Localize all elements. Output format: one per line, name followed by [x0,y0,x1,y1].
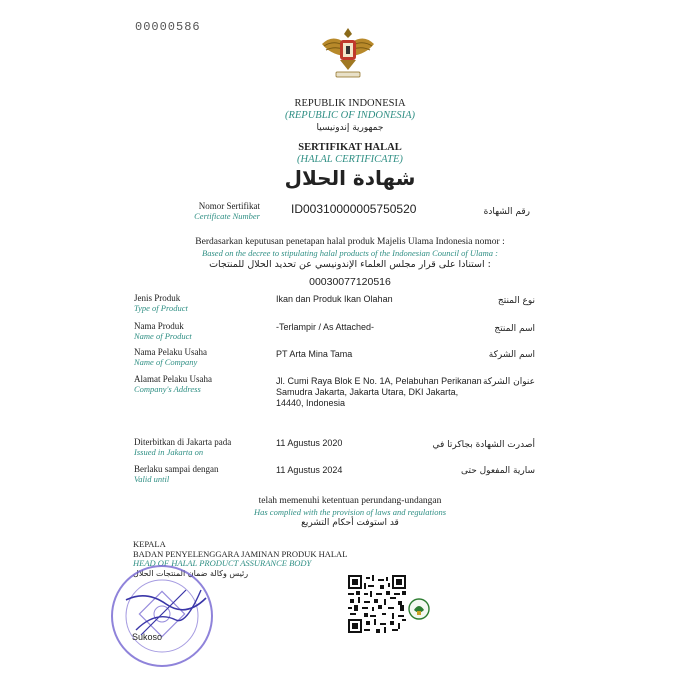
decree-text-ar: استنادا على قرار مجلس العلماء الإندونيسي عن تحديد الحلال للمنتجات : [209,259,491,270]
field-label-ar: نوع المنتج [497,296,535,306]
field-label-ar: عنوان الشركة [482,377,535,387]
compliance-text-ar: قد استوفت أحكام التشريع [301,518,399,528]
field-label-en: Name of Product [134,331,192,341]
halal-logo-icon [408,598,430,620]
signatory-agency-ar: رئيس وكالة ضمان المنتجات الحلال [133,568,249,578]
compliance-text-en: Has complied with the provision of laws and regulations [253,507,447,517]
certificate-number-label-en: Certificate Number [194,211,260,221]
compliance-text [0,496,700,529]
field-value-company: PT Arta Mina Tama [276,349,353,359]
field-label-en: Name of Company [134,357,198,367]
certificate-number-label [180,201,260,221]
country-name-ar: جمهورية إندونيسيا [316,123,384,133]
title-ar: شهادة الحلال [284,166,416,190]
country-name-id: REPUBLIK INDONESIA [294,98,406,109]
decree-number: 00030077120516 [309,276,391,288]
signatory-name: Sukoso [132,632,163,642]
date-label-en: Issued in Jakarta on [134,447,204,457]
title-en: (HALAL CERTIFICATE) [297,154,403,165]
qr-code-icon [348,575,406,633]
field-label-id: Nama Produk [134,321,184,331]
official-stamp-icon [106,560,218,672]
signatory-agency: BADAN PENYELENGGARA JAMINAN PRODUK HALAL [133,548,348,559]
date-label-id: Diterbitkan di Jakarta pada [134,437,232,447]
certificate-number-label-id: Nomor Sertifikat [198,201,260,211]
date-value-issued: 11 Agustus 2020 [276,438,343,448]
date-value-valid: 11 Agustus 2024 [276,465,343,475]
certificate-title [0,142,700,190]
date-label-en: Valid until [134,474,170,484]
field-label-ar: اسم الشركة [488,350,535,360]
country-name-en: (REPUBLIC OF INDONESIA) [284,110,416,121]
date-label-issued [134,437,231,457]
country-header [0,98,700,134]
compliance-text-id: telah memenuhi ketentuan perundang-undangan [258,496,442,506]
field-label-address [134,374,212,394]
field-label-id: Jenis Produk [134,293,181,303]
field-label-en: Type of Product [134,303,188,313]
date-label-valid [134,464,218,484]
signatory-agency-en: HEAD OF HALAL PRODUCT ASSURANCE BODY [133,558,312,568]
field-label-id: Alamat Pelaku Usaha [134,374,212,384]
field-label-company [134,347,207,367]
date-label-ar: أصدرت الشهادة بجاكرتا في [432,440,535,450]
decree-text-id: Berdasarkan keputusan penetapan halal produk Majelis Ulama Indonesia nomor : [195,237,505,247]
certificate-number: ID00310000005750520 [291,202,417,216]
signatory-title: KEPALA [133,539,166,549]
field-value-type: Ikan dan Produk Ikan Olahan [276,294,393,304]
decree-text [0,237,700,270]
field-label-id: Nama Pelaku Usaha [134,347,207,357]
serial-number: 00000586 [135,20,201,34]
garuda-emblem-icon [318,24,378,82]
field-value-name: -Terlampir / As Attached- [276,322,375,332]
field-label-type [134,293,188,313]
title-id: SERTIFIKAT HALAL [298,142,402,153]
date-label-id: Berlaku sampai dengan [134,464,219,474]
field-value-address: Jl. Cumi Raya Blok E No. 1A, Pelabuhan Perikanan Samudra Jakarta, Jakarta Utara, DKI Jakarta, 14440, Indonesia [276,376,482,408]
certificate-number-label-ar: رقم الشهادة [483,207,530,217]
field-label-en: Company's Address [134,384,201,394]
field-label-ar: اسم المنتج [494,324,535,334]
decree-text-en: Based on the decree to stipulating halal products of the Indonesian Council of Ulama : [202,248,498,258]
field-label-name [134,321,192,341]
date-label-ar: سارية المفعول حتى [461,466,535,476]
